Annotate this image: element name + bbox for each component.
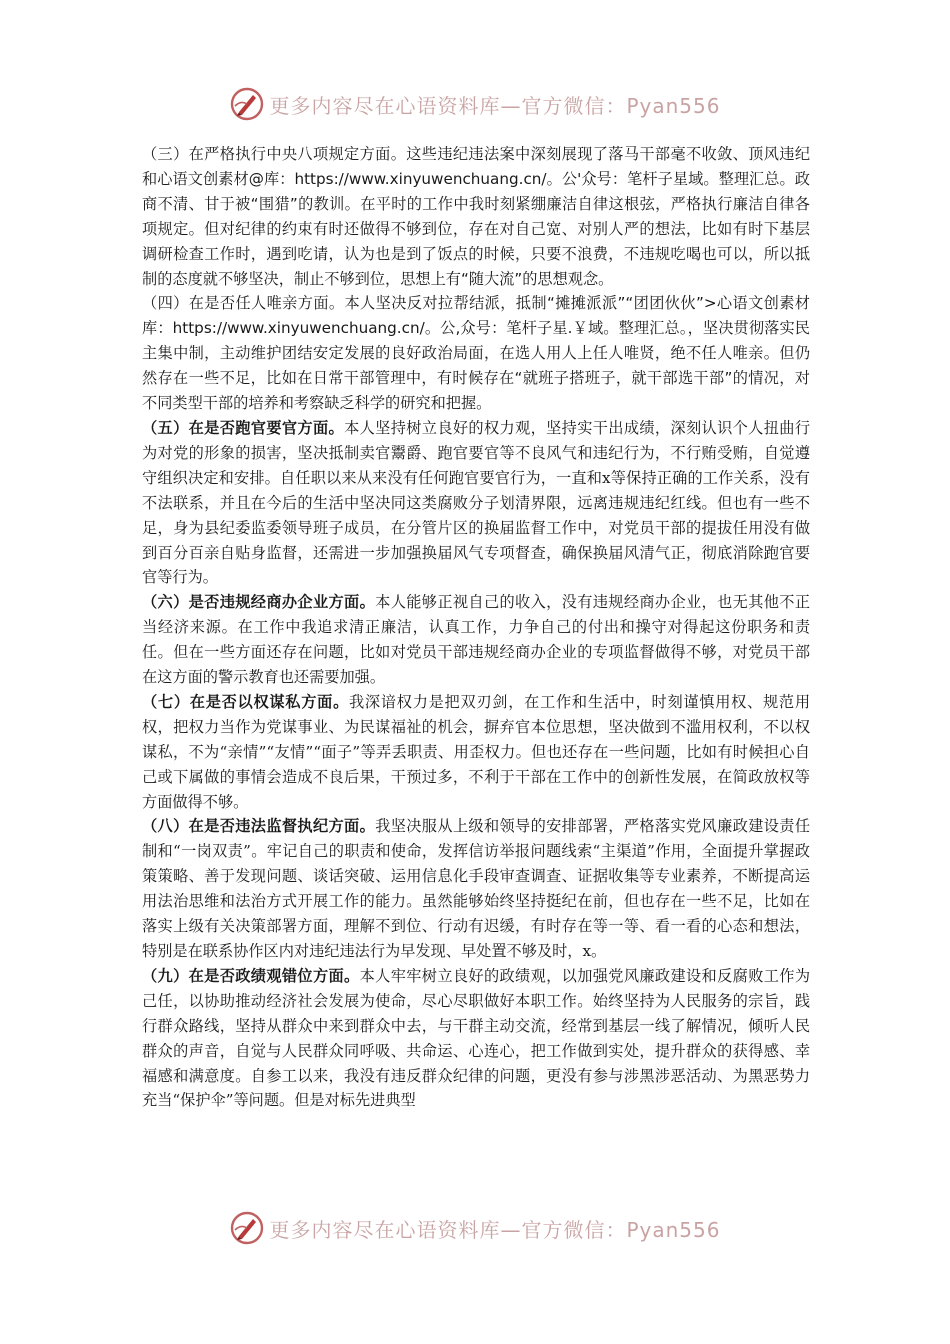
footer-banner (0, 1208, 950, 1248)
paragraph-body: 本人牢牢树立良好的政绩观，以加强党风廉政建设和反腐败工作为己任，以协助推动经济社会发展为使命，尽心尽职做好本职工作。始终坚持为人民服务的宗旨，践行群众路线，坚持从群众中来到群众中去，与干群主动交流，经常到基层一线了解情况，倾听人民群众的声音，自觉与人民群众同呼吸、共命运、心连心，把工作做到实处，提升群众的获得感、幸福感和满意度。自参工以来，我没有违反群众纪律的问题，更没有参与涉黑涉恶活动、为黑恶势力充当“保护伞”等问题。但是对标先进典型 (142, 966, 811, 1110)
pen-logo-icon (229, 1210, 265, 1246)
paragraph-heading: （六）是否违规经商办企业方面。 (142, 593, 376, 612)
header-banner (0, 84, 950, 124)
paragraph-body: （三）在严格执行中央八项规定方面。这些违纪违法案中深刻展现了落马干部毫不收敛、顶风违纪和心语文创素材@库：https://www.xinyuwenchuang.cn/。公'众号：笔杆子星域。整理汇总。政商不清、甘于被“围猎”的教训。在平时的工作中我时刻紧绷廉洁自律这根弦，严格执行廉洁自律各项规定。但对纪律的约束有时还做得不够到位，存在对自己宽、对别人严的想法，比如有时下基层调研检查工作时，遇到吃请，认为也是到了饭点的时候，只要不浪费，不违规吃喝也可以，所以抵制的态度就不够坚决，制止不够到位，思想上有“随大流”的思想观念。 (142, 145, 810, 288)
paragraph-heading: （五）在是否跑官要官方面。 (142, 418, 345, 437)
paragraph-heading: （七）在是否以权谋私方面。 (142, 692, 349, 711)
paragraph-3 (142, 142, 810, 291)
paragraph-4 (142, 291, 810, 416)
paragraph-6 (142, 590, 810, 690)
paragraph-body: 我深谙权力是把双刃剑，在工作和生活中，时刻谨慎用权、规范用权，把权力当作为党谋事业、为民谋福祉的机会，摒弃官本位思想，坚决做到不滥用权利，不以权谋私，不为“亲情”“友情”“面子”等弄丢职责、用歪权力。但也还存在一些问题，比如有时候担心自己或下属做的事情会造成不良后果，干预过多，不利于干部在工作中的创新性发展，在简政放权等方面做得不够。 (142, 692, 811, 811)
paragraph-8 (142, 814, 810, 963)
paragraph-9 (142, 964, 810, 1113)
banner-text: 更多内容尽在心语资料库—官方微信：Pyan556 (269, 1217, 721, 1242)
paragraph-heading: （八）在是否违法监督执纪方面。 (142, 817, 376, 836)
paragraph-heading: （九）在是否政绩观错位方面。 (142, 966, 360, 985)
document-body (142, 142, 810, 1113)
paragraph-7 (142, 690, 810, 815)
paragraph-body: 我坚决服从上级和领导的安排部署，严格落实党风廉政建设责任制和“一岗双责”。牢记自己的职责和使命，发挥信访举报问题线索“主渠道”作用，全面提升掌握政策策略、善于发现问题、谈话突破、运用信息化手段审查调查、证据收集等专业素养，不断提高运用法治思维和法治方式开展工作的能力。虽然能够始终坚持挺纪在前，但也存在一些不足，比如在落实上级有关决策部署方面，理解不到位、行动有迟缓，有时存在等一等、看一看的心态和想法，特别是在联系协作区内对违纪违法行为早发现、早处置不够及时，x。 (142, 817, 811, 960)
paragraph-5 (142, 416, 810, 590)
paragraph-body: （四）在是否任人唯亲方面。本人坚决反对拉帮结派，抵制“摊摊派派”“团团伙伙”>心语文创素材库：https://www.xinyuwenchuang.cn/。公,众号：笔杆子星.￥域。整理汇总。，坚决贯彻落实民主集中制，主动维护团结安定发展的良好政治局面，在选人用人上任人唯贤，绝不任人唯亲。但仍然存在一些不足，比如在日常干部管理中，有时候存在“就班子搭班子，就干部选干部”的情况，对不同类型干部的培养和考察缺乏科学的研究和把握。 (142, 294, 810, 413)
paragraph-body: 本人坚持树立良好的权力观，坚持实干出成绩，深刻认识个人扭曲行为对党的形象的损害，坚决抵制卖官鬻爵、跑官要官等不良风气和违纪行为，不行贿受贿，自觉遵守组织决定和安排。自任职以来从来没有任何跑官要官行为，一直和x等保持正确的工作关系，没有不法联系，并且在今后的生活中坚决同这类腐败分子划清界限，远离违规违纪红线。但也有一些不足，身为县纪委监委领导班子成员，在分管片区的换届监督工作中，对党员干部的提拔任用没有做到百分百亲自贴身监督，还需进一步加强换届风气专项督查，确保换届风清气正，彻底消除跑官要官等行为。 (142, 418, 811, 587)
pen-logo-icon (229, 86, 265, 122)
paragraph-body: 本人能够正视自己的收入，没有违规经商办企业，也无其他不正当经济来源。在工作中我追求清正廉洁，认真工作，力争自己的付出和操守对得起这份职务和责任。但在一些方面还存在问题，比如对党员干部违规经商办企业的专项监督做得不够，对党员干部在这方面的警示教育也还需要加强。 (142, 593, 811, 687)
banner-text: 更多内容尽在心语资料库—官方微信：Pyan556 (269, 93, 721, 118)
